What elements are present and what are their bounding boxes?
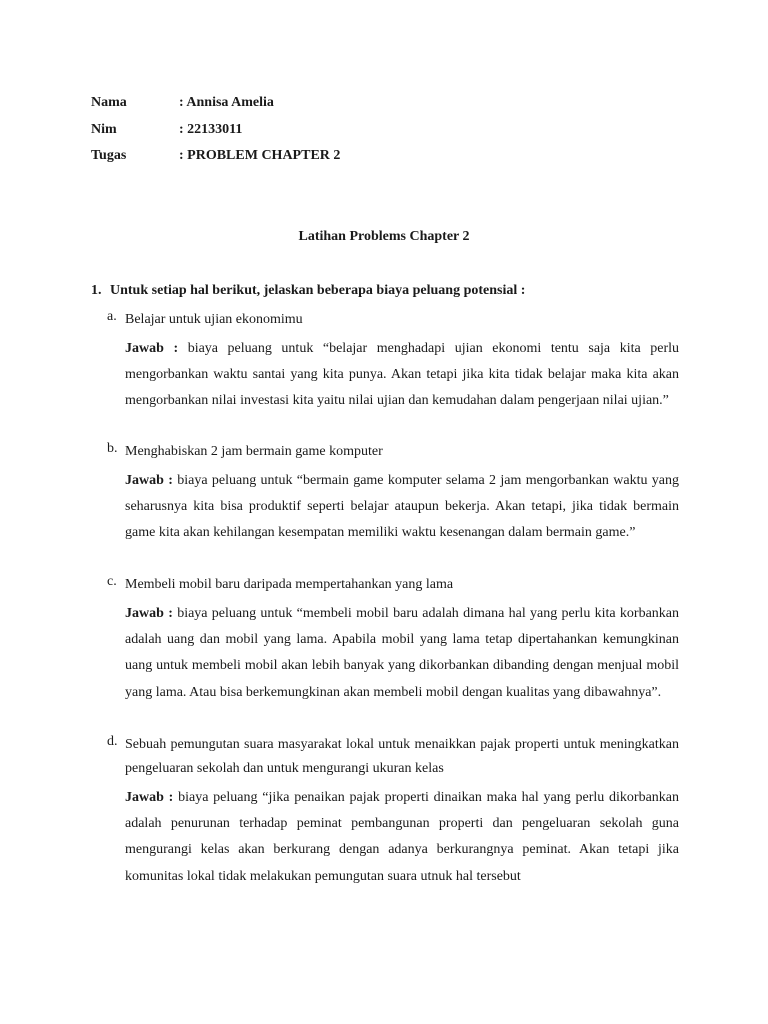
nim-label: Nim — [91, 121, 117, 137]
answer-label: Jawab : — [125, 341, 179, 356]
document-title: Latihan Problems Chapter 2 — [298, 229, 470, 244]
item-marker: b. — [107, 441, 118, 456]
item-prompt: Belajar untuk ujian ekonomimu — [125, 312, 303, 327]
item-answer — [125, 336, 679, 415]
answer-text: biaya peluang untuk “bermain game komputer selama 2 jam mengorbankan waktu yang seharusnya kita bisa produktif seperti belajar ataupun bekerja. Akan tetapi, jika tidak bermain game kita akan kehilangan kesempatan memiliki waktu kesenangan dalam bermain game.” — [125, 473, 680, 541]
item-a — [107, 308, 679, 415]
question-number: 1. — [91, 283, 102, 298]
answer-text: biaya peluang “jika penaikan pajak properti dinaikan maka hal yang perlu dikorbankan adalah penurunan terhadap peminat pembangunan properti dan pengeluaran sekolah guna mengurangi kelas akan berkurang dengan adanya berkurangnya peminat. Akan tetapi jika komunitas lokal tidak melakukan pemungutan suara utnuk hal tersebut — [125, 790, 680, 884]
item-marker: d. — [107, 734, 118, 749]
item-answer — [125, 601, 679, 706]
student-info — [91, 92, 340, 172]
nim-row — [91, 119, 340, 146]
name-label: Nama — [91, 95, 127, 110]
answer-label: Jawab : — [125, 790, 174, 805]
answer-text: biaya peluang untuk “membeli mobil baru adalah dimana hal yang perlu kita korbankan adalah uang dan mobil yang lama. Apabila mobil yang lama tetap dipertahankan kemungkinan uang untuk membeli mobil akan lebih banyak yang dikorbankan dibanding dengan menjual mobil yang lama. Atau bisa berkemungkinan akan membeli mobil dengan kualitas yang dibawahnya”. — [125, 606, 680, 700]
task-label: Tugas — [91, 148, 127, 163]
task-row — [91, 145, 340, 172]
item-d — [107, 733, 679, 890]
name-value: : Annisa Amelia — [179, 95, 274, 110]
item-prompt: Membeli mobil baru daripada mempertahankan yang lama — [125, 577, 454, 592]
item-c — [107, 573, 679, 706]
answer-label: Jawab : — [125, 606, 173, 621]
task-value: : PROBLEM CHAPTER 2 — [179, 148, 341, 163]
question-1 — [91, 282, 681, 300]
item-marker: c. — [107, 574, 117, 589]
item-b — [107, 440, 679, 547]
item-prompt: Menghabiskan 2 jam bermain game komputer — [125, 444, 383, 459]
question-text: Untuk setiap hal berikut, jelaskan beberapa biaya peluang potensial : — [110, 283, 526, 298]
answer-text: biaya peluang untuk “belajar menghadapi ujian ekonomi tentu saja kita perlu mengorbankan waktu santai yang kita punya. Akan tetapi jika kita tidak belajar maka kita akan mengorbankan nilai investasi kita yaitu nilai ujian dan kemudahan dalam pengerjaan nilai ujian.” — [125, 341, 680, 409]
answer-label: Jawab : — [125, 473, 173, 488]
item-answer — [125, 468, 679, 547]
item-prompt: Sebuah pemungutan suara masyarakat lokal untuk menaikkan pajak properti untuk meningkatkan pengeluaran sekolah dan untuk mengurangi ukuran kelas — [125, 737, 679, 776]
item-answer — [125, 785, 679, 890]
name-row — [91, 92, 340, 119]
nim-value: : 22133011 — [179, 121, 243, 137]
item-marker: a. — [107, 309, 117, 324]
